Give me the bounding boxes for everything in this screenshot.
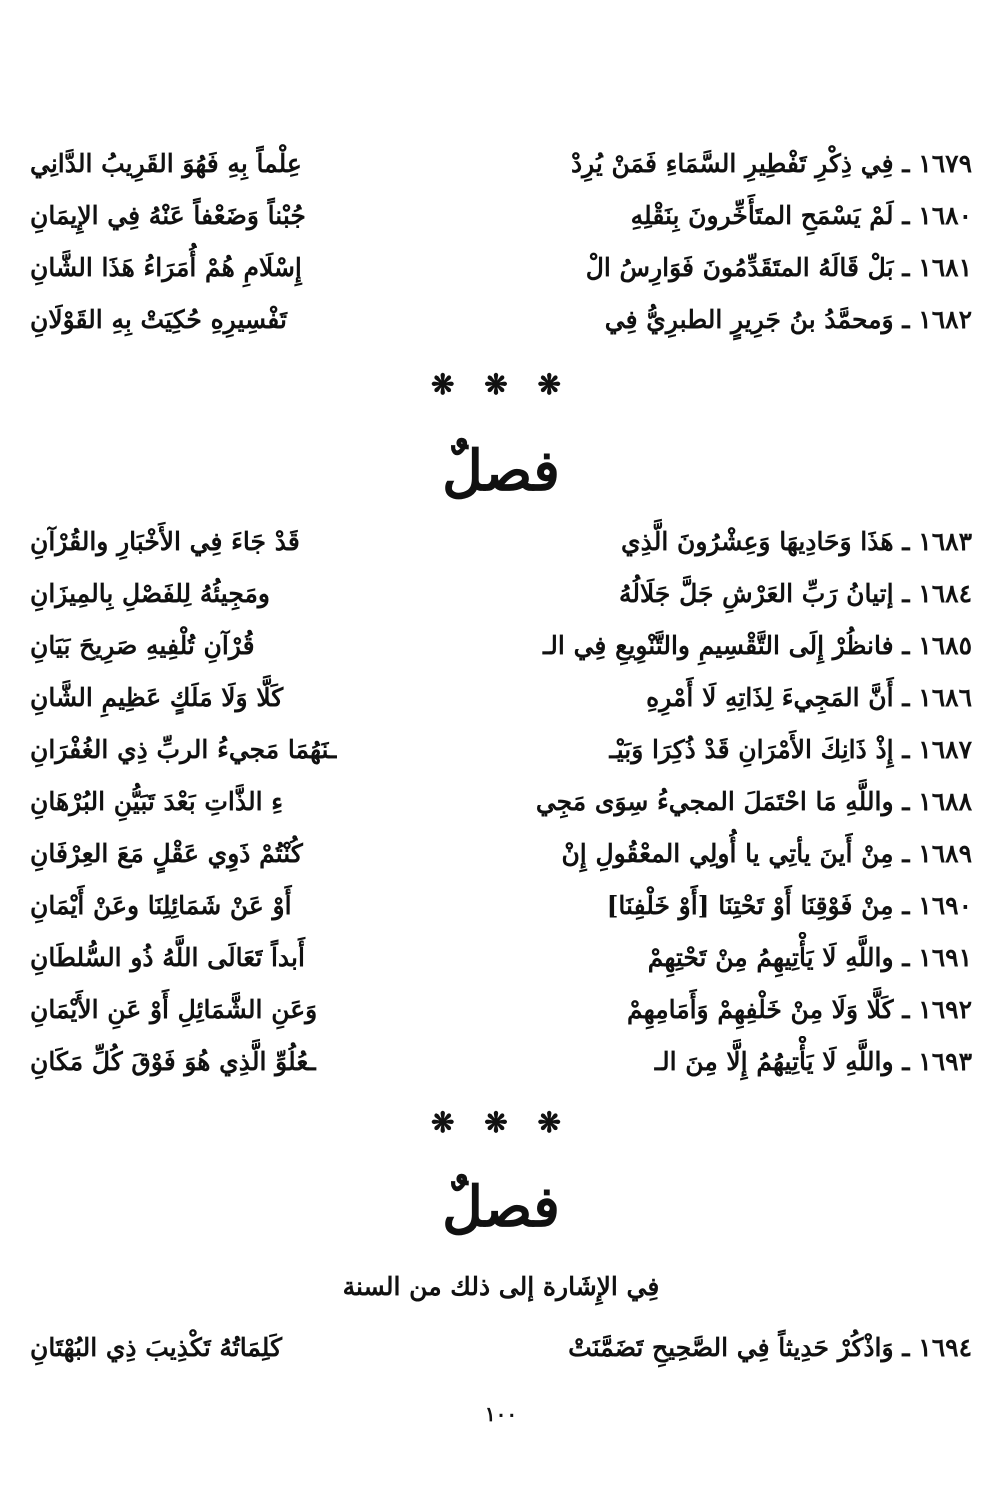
verse-line: ١٦٨٣ ـ هَذَا وَحَادِيهَا وَعِشْرُونَ الَّذِي قَدْ جَاءَ فِي الأَخْبَارِ والقُرْآنِ	[30, 516, 972, 568]
verse-second-hemistich: كَلِمَاتُهُ تَكْذِيبَ ذِي البُهْتَانِ	[30, 1333, 282, 1362]
verse-block-1	[30, 138, 972, 346]
verse-first-hemistich: هَذَا وَحَادِيهَا وَعِشْرُونَ الَّذِي	[621, 527, 894, 556]
verse-line: ١٦٩٠ ـ مِنْ فَوْقِنَا أَوْ تَحْتِنَا [أَوْ خَلْفِنَا] أَوْ عَنْ شَمَائِلِنَا وعَنْ أَيْمَانِ	[30, 880, 972, 932]
verse-line: ١٦٨٢ ـ وَمحمَّدُ بنُ جَرِيرٍ الطبرِيُّ فِي تَفْسِيرِهِ حُكِيَتْ بِهِ القَوْلَانِ	[30, 294, 972, 346]
verse-second-hemistich: وَعَنِ الشَّمَائِلِ أَوْ عَنِ الأَيْمَانِ	[30, 995, 318, 1024]
verse-number: ١٦٩٤	[918, 1333, 972, 1362]
verse-block-3	[30, 1322, 972, 1374]
section-separator: ❋ ❋ ❋	[431, 1106, 571, 1139]
verse-first-hemistich: وَاذْكُرْ حَدِيثاً فِي الصَّحِيحِ تَضَمَّنَتْ	[568, 1333, 894, 1362]
verse-number: ١٦٧٩	[918, 149, 972, 178]
verse-number: ١٦٨٠	[918, 201, 972, 230]
verse-line: ١٦٨٧ ـ إِذْ ذَانِكَ الأَمْرَانِ قَدْ ذُكِرَا وَبَيْـ ـنَهُمَا مَجيءُ الربِّ ذِي الغُفْرَانِ	[30, 724, 972, 776]
verse-first-hemistich: مِنْ فَوْقِنَا أَوْ تَحْتِنَا [أَوْ خَلْفِنَا]	[606, 891, 894, 920]
verse-first-hemistich: وَمحمَّدُ بنُ جَرِيرٍ الطبرِيُّ فِي	[604, 305, 894, 334]
verse-line: ١٦٩١ ـ واللَّهِ لَا يَأْتِيهِمُ مِنْ تَحْتِهِمْ أَبداً تَعَالَى اللَّهُ ذُو السُّلطَانِ	[30, 932, 972, 984]
verse-line: ١٦٨٦ ـ أَنَّ المَجِيءَ لِذَاتِهِ لَا أَمْرِهِ كَلَّا وَلَا مَلَكٍ عَظِيمِ الشَّانِ	[30, 672, 972, 724]
verse-line: ١٦٩٣ ـ واللَّهِ لَا يَأْتِيهُمُ إِلَّا مِنَ الـ ـعُلُوِّ الَّذِي هُوَ فَوْقَ كُلِّ مَكَانِ	[30, 1036, 972, 1088]
verse-second-hemistich: قَدْ جَاءَ فِي الأَخْبَارِ والقُرْآنِ	[30, 527, 300, 556]
verse-first-hemistich: بَلْ قَالَهُ المتَقَدِّمُونَ فَوَارِسُ الْ	[585, 253, 894, 282]
verse-second-hemistich: عِلْماً بِهِ فَهُوَ القَرِيبُ الدَّانِي	[30, 149, 302, 178]
verse-number: ١٦٩٣	[918, 1047, 972, 1076]
verse-line: ١٦٨٠ ـ لَمْ يَسْمَحِ المتَأَخِّرونَ بِنَقْلِهِ جُبْناً وَضَعْفاً عَنْهُ فِي الإِيمَانِ	[30, 190, 972, 242]
verse-number: ١٦٨٢	[918, 305, 972, 334]
verse-first-hemistich: كَلَّا وَلَا مِنْ خَلْفِهِمْ وَأَمَامِهِمْ	[627, 995, 894, 1024]
section-heading: فصلٌ	[442, 438, 560, 504]
verse-second-hemistich: أَبداً تَعَالَى اللَّهُ ذُو السُّلطَانِ	[30, 943, 305, 972]
section-heading: فصلٌ	[442, 1174, 560, 1240]
verse-first-hemistich: إِذْ ذَانِكَ الأَمْرَانِ قَدْ ذُكِرَا وَبَيْـ	[609, 735, 894, 764]
verse-line: ١٦٨٤ ـ إتيانُ رَبِّ العَرْشِ جَلَّ جَلَالُهُ ومَجِيئُهُ لِلفَصْلِ بِالمِيزَانِ	[30, 568, 972, 620]
verse-number: ١٦٩١	[918, 943, 972, 972]
verse-line: ١٦٨٥ ـ فانظُرْ إِلَى التَّقْسِيمِ والتَّنْوِيعِ فِي الـ قُرْآنِ تُلْفِيهِ صَرِيحَ بَيَانِ	[30, 620, 972, 672]
verse-line: ١٦٩٤ ـ وَاذْكُرْ حَدِيثاً فِي الصَّحِيحِ تَضَمَّنَتْ كَلِمَاتُهُ تَكْذِيبَ ذِي البُهْتَانِ	[30, 1322, 972, 1374]
verse-number: ١٦٨٩	[918, 839, 972, 868]
verse-number: ١٦٨٣	[918, 527, 972, 556]
verse-second-hemistich: تَفْسِيرِهِ حُكِيَتْ بِهِ القَوْلَانِ	[30, 305, 287, 334]
verse-second-hemistich: أَوْ عَنْ شَمَائِلِنَا وعَنْ أَيْمَانِ	[30, 891, 292, 920]
verse-first-hemistich: فانظُرْ إِلَى التَّقْسِيمِ والتَّنْوِيعِ فِي الـ	[542, 631, 894, 660]
verse-number: ١٦٩٢	[918, 995, 972, 1024]
page-number: ١٠٠	[484, 1402, 518, 1426]
verse-first-hemistich: واللَّهِ مَا احْتَمَلَ المجيءُ سِوَى مَجِي	[535, 787, 894, 816]
verse-line: ١٦٧٩ ـ فِي ذِكْرِ تَفْطِيرِ السَّمَاءِ فَمَنْ يُرِدْ عِلْماً بِهِ فَهُوَ القَرِيبُ الدَّانِي	[30, 138, 972, 190]
verse-second-hemistich: قُرْآنِ تُلْفِيهِ صَرِيحَ بَيَانِ	[30, 631, 255, 660]
verse-first-hemistich: واللَّهِ لَا يَأْتِيهُمُ إِلَّا مِنَ الـ	[654, 1047, 894, 1076]
verse-second-hemistich: كَلَّا وَلَا مَلَكٍ عَظِيمِ الشَّانِ	[30, 683, 284, 712]
verse-number: ١٦٨٧	[918, 735, 972, 764]
verse-second-hemistich: جُبْناً وَضَعْفاً عَنْهُ فِي الإِيمَانِ	[30, 201, 306, 230]
verse-second-hemistich: ـعُلُوِّ الَّذِي هُوَ فَوْقَ كُلِّ مَكَانِ	[30, 1047, 316, 1076]
verse-second-hemistich: ـنَهُمَا مَجيءُ الربِّ ذِي الغُفْرَانِ	[30, 735, 337, 764]
verse-line: ١٦٨٩ ـ مِنْ أَينَ يأتِي يا أُولِي المعْقُولِ إِنْ كُنْتُمْ ذَوِي عَقْلٍ مَعَ العِرْفَانِ	[30, 828, 972, 880]
verse-line: ١٦٨١ ـ بَلْ قَالَهُ المتَقَدِّمُونَ فَوَارِسُ الْ إِسْلَامِ هُمْ أُمَرَاءُ هَذَا الشَّانِ	[30, 242, 972, 294]
verse-number: ١٦٨٦	[918, 683, 972, 712]
verse-block-2	[30, 516, 972, 1088]
verse-second-hemistich: كُنْتُمْ ذَوِي عَقْلٍ مَعَ العِرْفَانِ	[30, 839, 303, 868]
verse-line: ١٦٨٨ ـ واللَّهِ مَا احْتَمَلَ المجيءُ سِوَى مَجِي ءِ الذَّاتِ بَعْدَ تَبَيُّنِ البُرْهَانِ	[30, 776, 972, 828]
verse-first-hemistich: فِي ذِكْرِ تَفْطِيرِ السَّمَاءِ فَمَنْ يُرِدْ	[570, 149, 894, 178]
verse-second-hemistich: إِسْلَامِ هُمْ أُمَرَاءُ هَذَا الشَّانِ	[30, 253, 302, 282]
verse-first-hemistich: لَمْ يَسْمَحِ المتَأَخِّرونَ بِنَقْلِهِ	[630, 201, 894, 230]
section-separator: ❋ ❋ ❋	[431, 368, 571, 401]
verse-line: ١٦٩٢ ـ كَلَّا وَلَا مِنْ خَلْفِهِمْ وَأَمَامِهِمْ وَعَنِ الشَّمَائِلِ أَوْ عَنِ الأَيْمَانِ	[30, 984, 972, 1036]
verse-first-hemistich: واللَّهِ لَا يَأْتِيهِمُ مِنْ تَحْتِهِمْ	[647, 943, 894, 972]
verse-number: ١٦٨٤	[918, 579, 972, 608]
verse-number: ١٦٨٨	[918, 787, 972, 816]
verse-number: ١٦٨٥	[918, 631, 972, 660]
verse-first-hemistich: مِنْ أَينَ يأتِي يا أُولِي المعْقُولِ إِنْ	[561, 839, 894, 868]
verse-second-hemistich: ومَجِيئُهُ لِلفَصْلِ بِالمِيزَانِ	[30, 579, 270, 608]
verse-first-hemistich: أَنَّ المَجِيءَ لِذَاتِهِ لَا أَمْرِهِ	[646, 683, 894, 712]
verse-second-hemistich: ءِ الذَّاتِ بَعْدَ تَبَيُّنِ البُرْهَانِ	[30, 787, 284, 816]
verse-first-hemistich: إتيانُ رَبِّ العَرْشِ جَلَّ جَلَالُهُ	[618, 579, 894, 608]
verse-number: ١٦٨١	[918, 253, 972, 282]
section-subheading: فِي الإِشَارة إلى ذلك من السنة	[342, 1272, 660, 1301]
verse-number: ١٦٩٠	[918, 891, 972, 920]
